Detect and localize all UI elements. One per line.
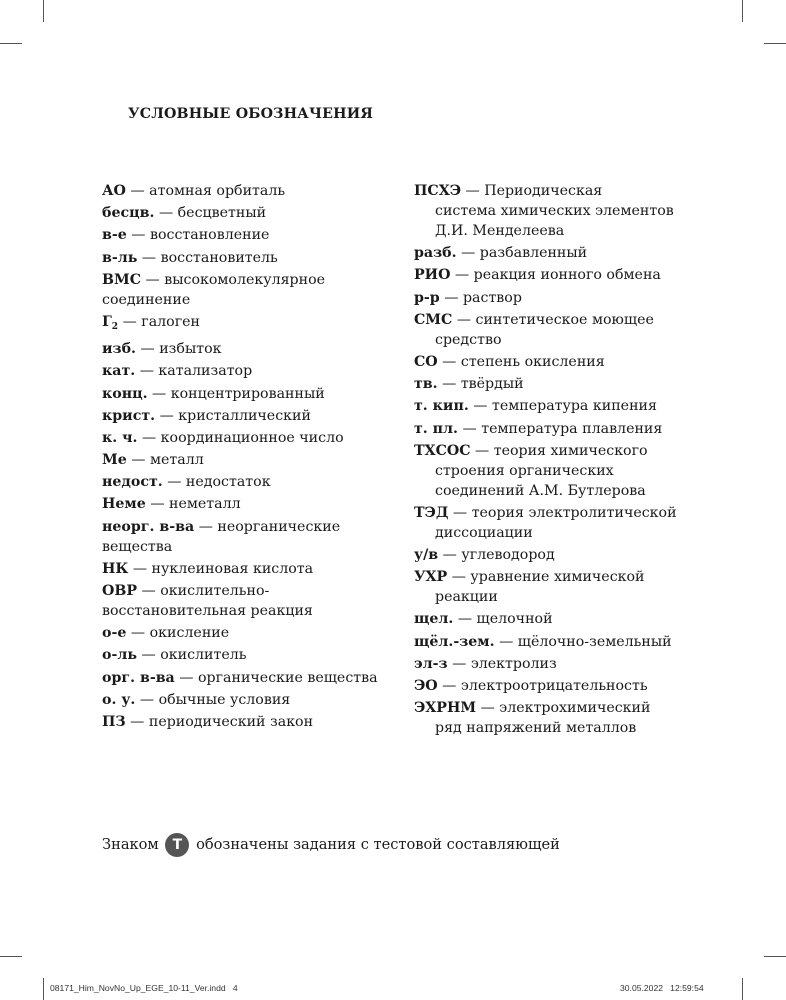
abbreviation-term: эл-з bbox=[414, 655, 448, 672]
abbreviation-entry bbox=[414, 352, 734, 372]
abbreviation-term: РИО bbox=[414, 267, 451, 284]
abbreviation-meaning-continued: восстановительная реакция bbox=[102, 603, 313, 619]
abbreviation-term: разб. bbox=[414, 245, 457, 262]
abbreviation-meaning: раствор bbox=[462, 289, 522, 306]
abbreviation-meaning: теория химического bbox=[493, 442, 648, 459]
crop-mark-bottom-right bbox=[742, 978, 743, 1000]
abbreviation-meaning: температура плавления bbox=[481, 420, 663, 437]
abbreviation-meaning: температура кипения bbox=[491, 398, 657, 415]
abbreviation-term: ОВР bbox=[102, 583, 138, 599]
abbreviation-entry bbox=[102, 384, 398, 404]
abbreviation-entry bbox=[102, 225, 398, 245]
crop-mark-bottom-left bbox=[43, 978, 44, 1000]
abbreviation-entry bbox=[102, 472, 398, 492]
crop-mark-left-top bbox=[0, 43, 22, 44]
abbreviations-left-column bbox=[102, 181, 398, 734]
abbreviation-entry bbox=[414, 609, 734, 629]
abbreviation-entry bbox=[414, 396, 734, 416]
dash: — bbox=[442, 353, 457, 370]
abbreviation-meaning: синтетическое моющее bbox=[475, 311, 654, 328]
abbreviation-term: УХР bbox=[414, 569, 448, 586]
abbreviation-meaning-continued: диссоциации bbox=[435, 524, 533, 541]
abbreviation-meaning: окислительно- bbox=[160, 583, 270, 599]
abbreviation-meaning-continued: соединение bbox=[102, 291, 191, 308]
abbreviation-term: НК bbox=[102, 560, 129, 577]
abbreviation-entry bbox=[102, 248, 398, 268]
abbreviation-term: недост. bbox=[102, 474, 163, 491]
dash: — bbox=[145, 271, 160, 288]
dash: — bbox=[130, 625, 146, 642]
abbreviation-meaning: электрохимический bbox=[499, 700, 651, 717]
abbreviation-entry bbox=[102, 450, 398, 470]
dash: — bbox=[499, 633, 514, 650]
crop-mark-right-top bbox=[764, 43, 786, 44]
dash: — bbox=[122, 313, 137, 330]
abbreviation-term: АО bbox=[102, 183, 126, 199]
abbreviation-entry bbox=[102, 270, 398, 310]
dash: — bbox=[442, 678, 457, 694]
abbreviation-term: ПЗ bbox=[102, 713, 126, 730]
abbreviation-meaning: обычные условия bbox=[158, 691, 291, 708]
dash: — bbox=[131, 452, 146, 469]
abbreviation-meaning: электроотрицательность bbox=[460, 678, 648, 694]
abbreviation-entry bbox=[102, 712, 398, 732]
abbreviation-meaning: неорганические bbox=[217, 518, 341, 535]
abbreviation-term: изб. bbox=[102, 341, 136, 358]
abbreviation-term: орг. в-ва bbox=[102, 669, 175, 686]
abbreviation-term: СО bbox=[414, 353, 438, 370]
abbreviation-term: ЭО bbox=[414, 678, 438, 694]
dash: — bbox=[159, 407, 174, 424]
abbreviation-entry bbox=[102, 645, 398, 665]
abbreviation-term: ЭХРНМ bbox=[414, 700, 477, 717]
abbreviation-term: щёл.-зем. bbox=[414, 633, 495, 650]
dash: — bbox=[475, 442, 490, 459]
abbreviation-entry bbox=[414, 441, 734, 501]
abbreviation-meaning-continued: реакции bbox=[435, 589, 498, 606]
abbreviation-entry bbox=[102, 623, 398, 643]
abbreviation-entry bbox=[102, 559, 398, 579]
abbreviation-term: бесцв. bbox=[102, 205, 155, 222]
dash: — bbox=[198, 518, 213, 535]
abbreviation-meaning-continued: ряд напряжений металлов bbox=[435, 720, 637, 737]
abbreviation-meaning-continued: строения органических bbox=[435, 462, 614, 479]
dash: — bbox=[444, 289, 459, 306]
abbreviation-entry bbox=[102, 494, 398, 514]
abbreviation-meaning: координационное число bbox=[160, 429, 344, 446]
dash: — bbox=[179, 669, 194, 686]
test-task-note bbox=[102, 833, 560, 857]
abbreviation-meaning: галоген bbox=[141, 313, 201, 330]
abbreviation-meaning: бесцветный bbox=[177, 205, 267, 222]
abbreviation-term: тв. bbox=[414, 376, 438, 393]
abbreviation-entry bbox=[414, 503, 734, 543]
abbreviation-term: о-ль bbox=[102, 647, 137, 664]
abbreviation-entry bbox=[102, 581, 398, 621]
dash: — bbox=[152, 385, 167, 402]
abbreviation-term: в-ль bbox=[102, 249, 138, 266]
abbreviation-entry bbox=[414, 676, 734, 696]
dash: — bbox=[158, 205, 174, 222]
abbreviation-entry bbox=[102, 690, 398, 710]
abbreviation-term: т. пл. bbox=[414, 420, 458, 437]
abbreviation-meaning: окислитель bbox=[160, 647, 247, 664]
footer-file-name: 08171_Him_NovNo_Up_EGE_10-11_Ver.indd 4 bbox=[50, 983, 238, 993]
abbreviation-meaning: щёлочно-земельный bbox=[517, 633, 672, 650]
abbreviation-meaning: кристаллический bbox=[178, 407, 311, 424]
term-subscript: 2 bbox=[111, 321, 119, 332]
dash: — bbox=[167, 474, 182, 491]
abbreviation-meaning: электролиз bbox=[470, 655, 557, 672]
abbreviation-entry bbox=[414, 545, 734, 565]
abbreviation-entry bbox=[102, 406, 398, 426]
abbreviation-entry bbox=[102, 668, 398, 688]
abbreviation-entry bbox=[102, 517, 398, 557]
abbreviation-meaning-continued: средство bbox=[435, 331, 502, 348]
abbreviation-meaning: металл bbox=[149, 452, 204, 469]
abbreviation-meaning: нуклеиновая кислота bbox=[151, 560, 314, 577]
abbreviation-term: Ме bbox=[102, 452, 127, 469]
abbreviation-term: у/в bbox=[414, 547, 439, 564]
abbreviation-meaning: катализатор bbox=[158, 363, 253, 380]
dash: — bbox=[141, 429, 157, 446]
abbreviation-meaning: избыток bbox=[159, 341, 222, 358]
abbreviation-meaning: окисление bbox=[149, 625, 230, 642]
abbreviation-entry bbox=[414, 654, 734, 674]
dash: — bbox=[131, 227, 146, 244]
abbreviation-meaning: углеводород bbox=[461, 547, 555, 564]
abbreviation-term: к. ч. bbox=[102, 429, 138, 446]
dash: — bbox=[452, 504, 468, 521]
abbreviation-entry bbox=[414, 181, 734, 241]
dash: — bbox=[451, 569, 466, 586]
dash: — bbox=[452, 655, 467, 672]
abbreviation-term: р-р bbox=[414, 289, 440, 306]
abbreviation-meaning: атомная орбиталь bbox=[149, 183, 286, 199]
abbreviation-meaning: восстановление bbox=[150, 227, 270, 244]
abbreviation-term: ПСХЭ bbox=[414, 183, 461, 199]
abbreviation-entry bbox=[414, 632, 734, 652]
footer-datetime: 30.05.2022 12:59:54 bbox=[620, 983, 704, 993]
abbreviation-entry bbox=[102, 428, 398, 448]
abbreviation-meaning: высокомолекулярное bbox=[164, 271, 326, 288]
abbreviation-entry bbox=[414, 310, 734, 350]
abbreviation-entry bbox=[102, 312, 398, 337]
dash: — bbox=[462, 420, 477, 437]
abbreviation-meaning: Периодическая bbox=[484, 183, 603, 199]
crop-mark-right-bottom bbox=[764, 956, 786, 957]
abbreviation-entry bbox=[414, 265, 734, 285]
dash: — bbox=[454, 267, 470, 284]
dash: — bbox=[480, 700, 495, 717]
dash: — bbox=[457, 611, 473, 628]
note-prefix: Знаком bbox=[102, 836, 159, 853]
abbreviation-meaning: неметалл bbox=[169, 496, 241, 513]
dash: — bbox=[141, 583, 156, 599]
abbreviation-term: неорг. в-ва bbox=[102, 518, 195, 535]
abbreviation-entry bbox=[414, 374, 734, 394]
page-heading: УСЛОВНЫЕ ОБОЗНАЧЕНИЯ bbox=[128, 106, 374, 122]
abbreviation-term: ВМС bbox=[102, 271, 141, 288]
abbreviation-entry bbox=[414, 419, 734, 439]
abbreviation-meaning: твёрдый bbox=[460, 376, 524, 393]
abbreviation-meaning: органические вещества bbox=[197, 669, 378, 686]
dash: — bbox=[461, 245, 476, 262]
dash: — bbox=[139, 691, 155, 708]
crop-mark-top-left bbox=[43, 0, 44, 22]
abbreviation-entry bbox=[414, 698, 734, 738]
crop-mark-left-bottom bbox=[0, 956, 22, 957]
abbreviation-meaning: щелочной bbox=[476, 611, 553, 628]
abbreviation-meaning-continued: вещества bbox=[102, 538, 173, 555]
dash: — bbox=[442, 547, 457, 564]
abbreviation-entry bbox=[414, 288, 734, 308]
abbreviation-term: ТЭД bbox=[414, 504, 449, 521]
abbreviation-entry bbox=[414, 243, 734, 263]
abbreviation-term: т. кип. bbox=[414, 398, 469, 415]
abbreviation-entry bbox=[414, 567, 734, 607]
abbreviation-entry bbox=[102, 203, 398, 223]
dash: — bbox=[140, 341, 155, 358]
abbreviation-entry bbox=[102, 339, 398, 359]
abbreviation-term: о. у. bbox=[102, 691, 136, 708]
abbreviation-meaning: недостаток bbox=[185, 474, 271, 491]
abbreviations-right-column bbox=[414, 181, 734, 740]
dash: — bbox=[456, 311, 471, 328]
dash: — bbox=[130, 713, 145, 730]
dash: — bbox=[139, 363, 154, 380]
abbreviation-meaning: степень окисления bbox=[460, 353, 605, 370]
dash: — bbox=[130, 183, 145, 199]
abbreviation-meaning-continued: соединений А.М. Бутлерова bbox=[435, 482, 646, 499]
crop-mark-top-right bbox=[742, 0, 743, 22]
abbreviation-term: крист. bbox=[102, 407, 156, 424]
abbreviation-term: ТХСОС bbox=[414, 442, 471, 459]
abbreviation-meaning: реакция ионного обмена bbox=[473, 267, 661, 284]
dash: — bbox=[465, 183, 480, 199]
abbreviation-term: Г bbox=[102, 313, 112, 330]
dash: — bbox=[150, 496, 165, 513]
dash: — bbox=[141, 249, 157, 266]
abbreviation-meaning: концентрированный bbox=[170, 385, 325, 402]
abbreviation-term: конц. bbox=[102, 385, 148, 402]
test-task-icon: Т bbox=[165, 833, 189, 857]
dash: — bbox=[442, 376, 457, 393]
abbreviation-term: СМС bbox=[414, 311, 453, 328]
abbreviation-meaning: восстановитель bbox=[160, 249, 278, 266]
abbreviation-meaning: уравнение химической bbox=[470, 569, 645, 586]
abbreviation-meaning: периодический закон bbox=[148, 713, 314, 730]
note-suffix: обозначены задания с тестовой составляющей bbox=[196, 836, 560, 853]
abbreviation-term: кат. bbox=[102, 363, 136, 380]
abbreviation-term: в-е bbox=[102, 227, 127, 244]
dash: — bbox=[141, 647, 156, 664]
abbreviation-meaning-continued: система химических элементов bbox=[435, 203, 674, 219]
abbreviation-term: о-е bbox=[102, 625, 127, 642]
abbreviation-term: Неме bbox=[102, 496, 146, 513]
abbreviation-meaning: разбавленный bbox=[479, 245, 588, 262]
abbreviation-term: щел. bbox=[414, 611, 454, 628]
dash: — bbox=[132, 560, 148, 577]
abbreviation-meaning: теория электролитической bbox=[471, 504, 677, 521]
abbreviation-meaning-continued: Д.И. Менделеева bbox=[435, 223, 565, 239]
abbreviation-entry bbox=[102, 361, 398, 381]
abbreviation-entry bbox=[102, 181, 398, 201]
dash: — bbox=[473, 398, 488, 415]
